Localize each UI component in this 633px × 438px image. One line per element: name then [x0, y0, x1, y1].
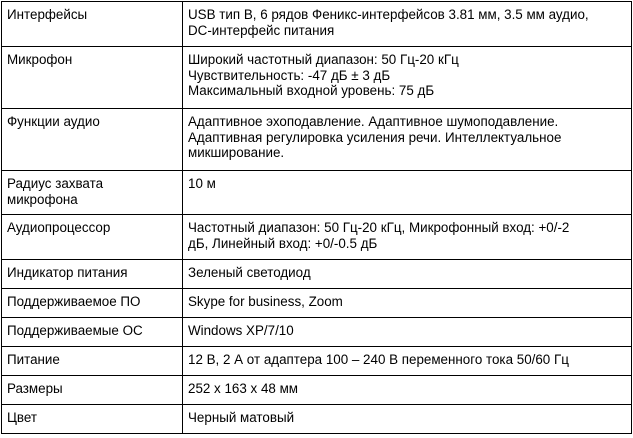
- spec-value-cell: [183, 2, 632, 47]
- spec-value-line: Windows XP/7/10: [188, 323, 294, 338]
- table-row: [2, 318, 632, 347]
- table-row: [2, 171, 632, 215]
- spec-value-line: Черный матовый: [188, 410, 295, 425]
- table-row: [2, 405, 632, 434]
- spec-label: Питание: [7, 352, 60, 367]
- spec-value-line: Адаптивное эхоподавление. Адаптивное шумоподавление.: [188, 114, 559, 129]
- spec-value-cell: [183, 109, 632, 171]
- spec-label-cell: [2, 260, 183, 289]
- spec-value-cell: [183, 318, 632, 347]
- spec-label-cell: [2, 171, 183, 215]
- spec-label: Радиус захвата: [7, 176, 104, 191]
- spec-value-line: Адаптивная регулировка усиления речи. Интеллектуальное: [188, 129, 562, 145]
- spec-label-cell: [2, 47, 183, 109]
- table-row: [2, 47, 632, 109]
- spec-value-line: Зеленый светодиод: [188, 265, 311, 280]
- spec-label-cell: [2, 405, 183, 434]
- spec-value-line: микширование.: [188, 145, 285, 160]
- spec-label: Аудиопроцессор: [7, 220, 111, 235]
- spec-value-line: USB тип B, 6 рядов Феникс-интерфейсов 3.81 мм, 3.5 мм аудио,: [188, 7, 589, 22]
- spec-label: Индикатор питания: [7, 265, 128, 280]
- spec-label-cell: [2, 318, 183, 347]
- spec-label-cell: [2, 215, 183, 260]
- spec-value-line: Частотный диапазон: 50 Гц-20 кГц, Микрофонный вход: +0/-2: [188, 220, 570, 235]
- spec-label-cell: [2, 2, 183, 47]
- spec-value-cell: [183, 376, 632, 405]
- spec-value-line: Широкий частотный диапазон: 50 Гц-20 кГц: [188, 52, 459, 67]
- spec-label-cell: [2, 376, 183, 405]
- spec-label: Размеры: [7, 381, 63, 396]
- spec-label-cell: [2, 347, 183, 376]
- spec-value-line: 252 х 163 х 48 мм: [188, 381, 298, 396]
- spec-value-cell: [183, 347, 632, 376]
- spec-label: Функции аудио: [7, 114, 100, 129]
- table-row: [2, 215, 632, 260]
- spec-table: [1, 1, 632, 434]
- spec-label: Интерфейсы: [7, 7, 88, 22]
- spec-value-line: Skype for business, Zoom: [188, 294, 343, 309]
- spec-label: Поддерживаемые ОС: [7, 323, 143, 338]
- spec-value-cell: [183, 215, 632, 260]
- spec-value-cell: [183, 171, 632, 215]
- spec-label-cell: [2, 289, 183, 318]
- spec-value-cell: [183, 405, 632, 434]
- spec-value-line: Максимальный входной уровень: 75 дБ: [188, 83, 435, 98]
- spec-value-line: Чувствительность: -47 дБ ± 3 дБ: [188, 67, 391, 83]
- table-row: [2, 2, 632, 47]
- spec-label-cell: [2, 109, 183, 171]
- spec-label: Поддерживаемое ПО: [7, 294, 141, 309]
- table-row: [2, 347, 632, 376]
- spec-value-cell: [183, 260, 632, 289]
- spec-value-line: 10 м: [188, 176, 216, 191]
- spec-value-cell: [183, 289, 632, 318]
- spec-label: Микрофон: [7, 52, 73, 67]
- table-row: [2, 289, 632, 318]
- spec-value-line: 12 В, 2 А от адаптера 100 – 240 В переменного тока 50/60 Гц: [188, 352, 569, 367]
- spec-value-line: DC-интерфейс питания: [188, 22, 335, 38]
- table-row: [2, 260, 632, 289]
- table-row: [2, 109, 632, 171]
- spec-value-cell: [183, 47, 632, 109]
- spec-label: Цвет: [7, 410, 38, 425]
- spec-value-line: дБ, Линейный вход: +0/-0.5 дБ: [188, 235, 378, 251]
- spec-label: микрофона: [7, 191, 78, 207]
- table-row: [2, 376, 632, 405]
